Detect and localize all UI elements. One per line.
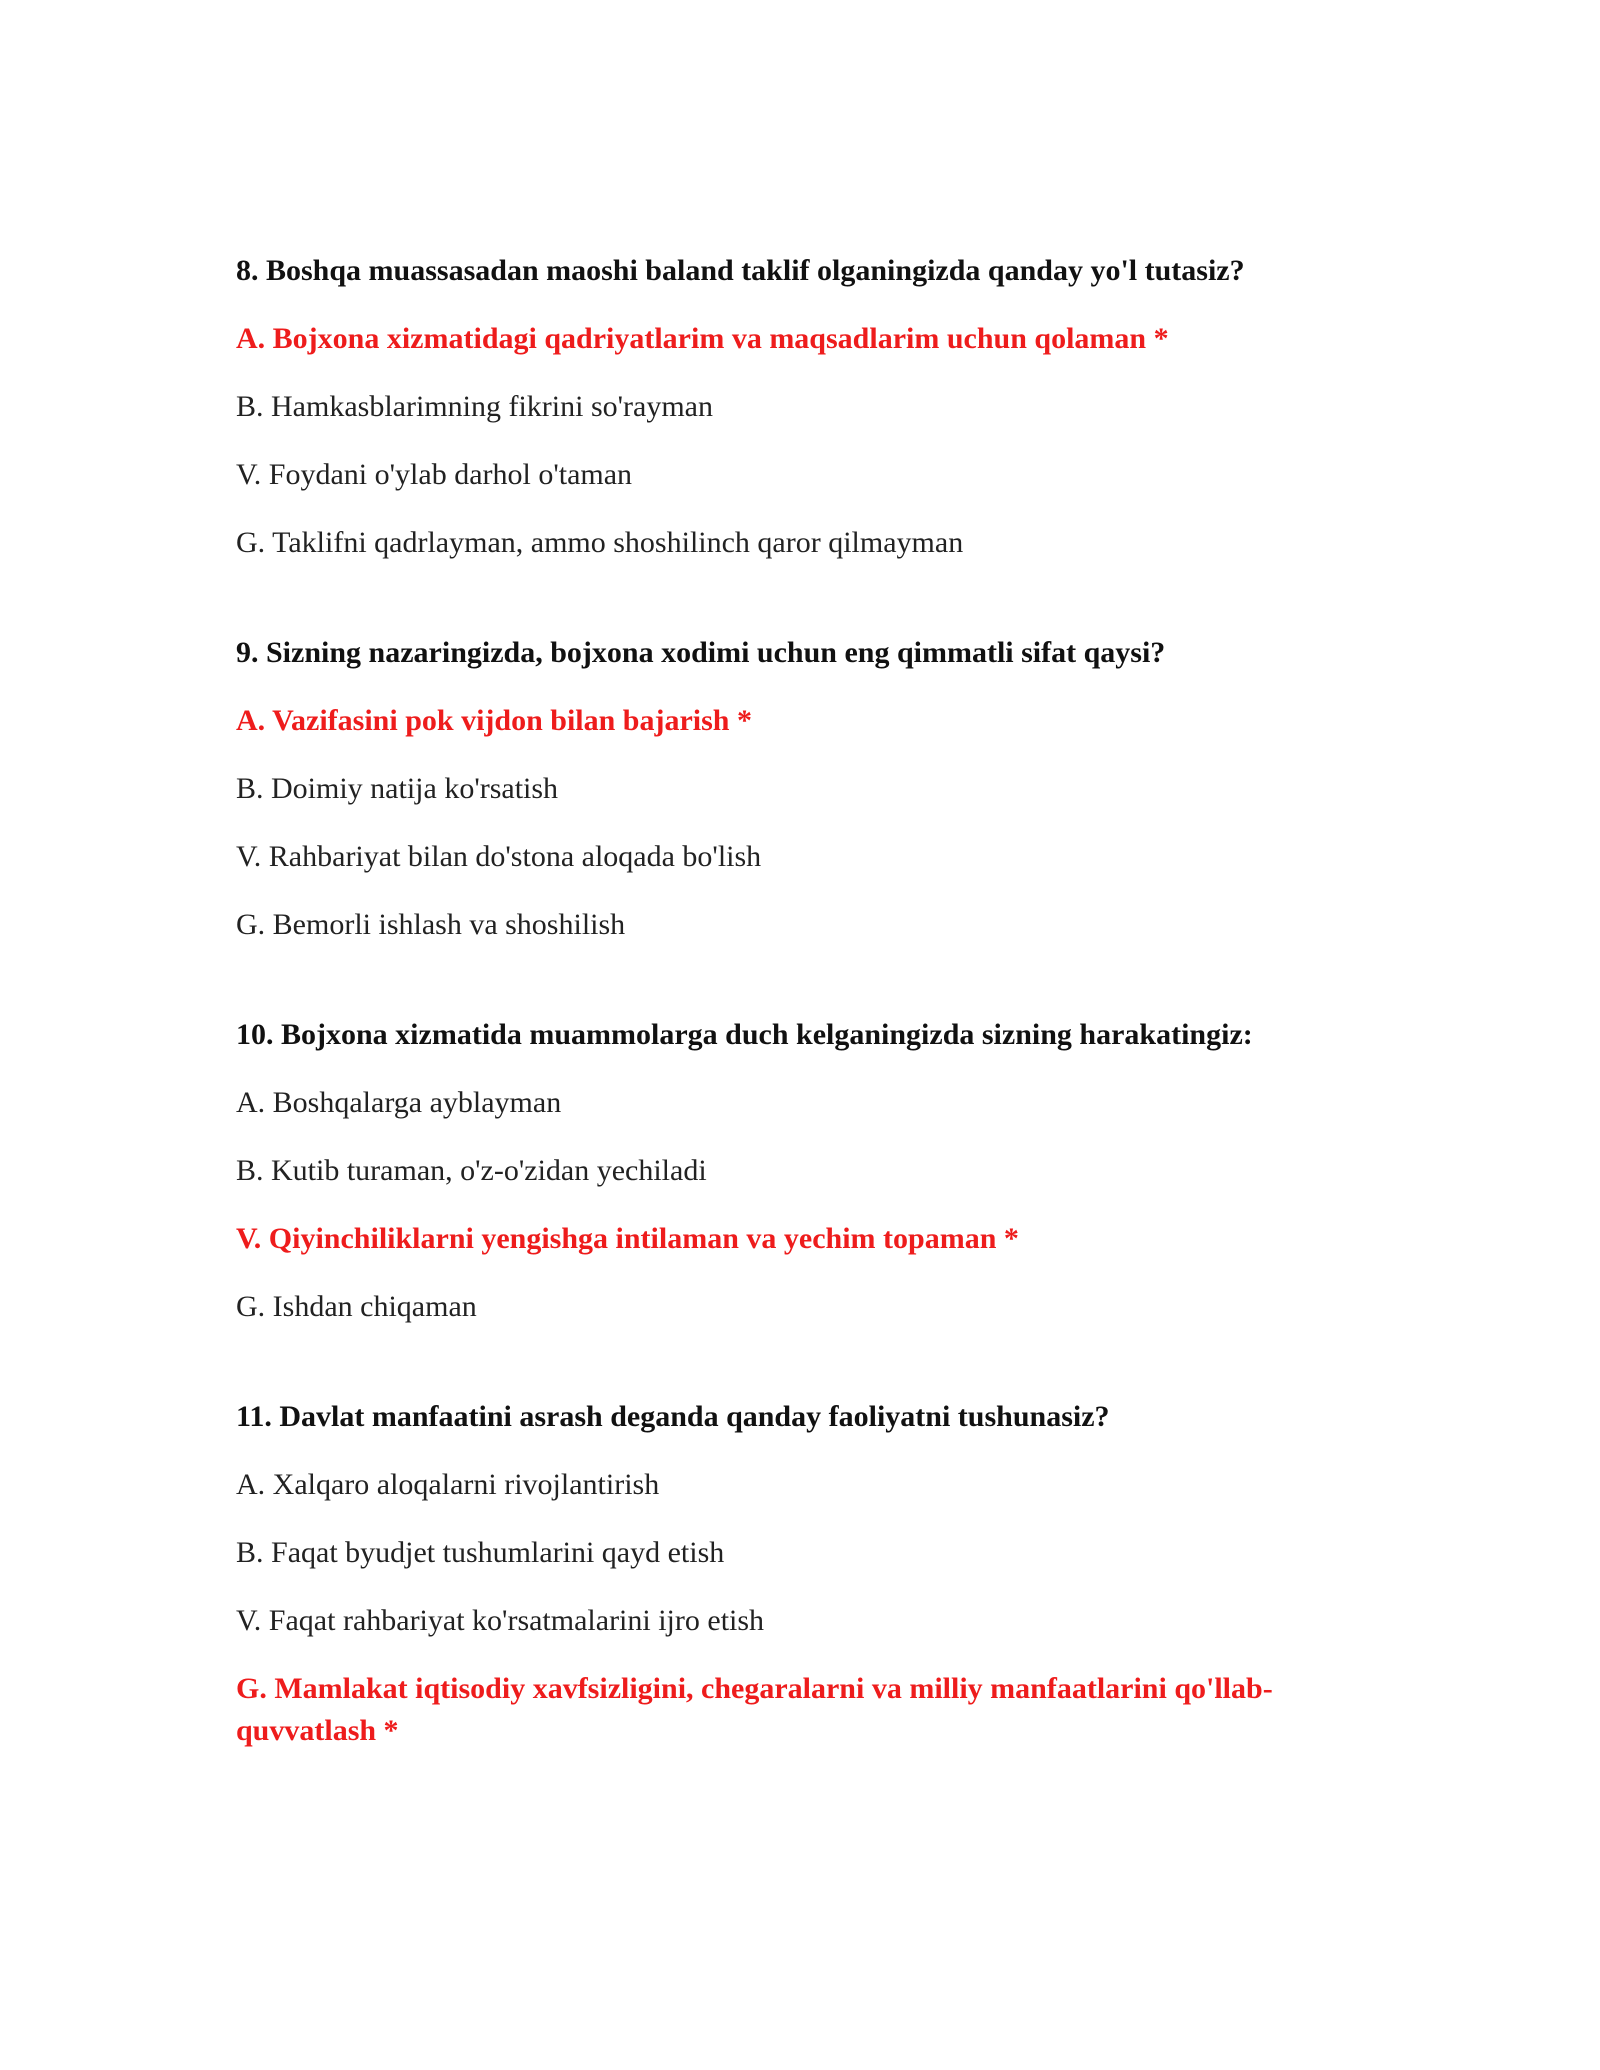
question-text: 11. Davlat manfaatini asrash deganda qanday faoliyatni tushunasiz? bbox=[236, 1400, 1110, 1433]
answer-option-correct: A. Bojxona xizmatidagi qadriyatlarim va maqsadlarim uchun qolaman * bbox=[236, 322, 1169, 355]
answer-option-correct: G. Mamlakat iqtisodiy xavfsizligini, chegaralarni va milliy manfaatlarini qo'llab-quvvatlash * bbox=[236, 1672, 1273, 1747]
question-block-11 bbox=[236, 1396, 1366, 1752]
answer-option: G. Taklifni qadrlayman, ammo shoshilinch qaror qilmayman bbox=[236, 526, 964, 559]
question-block-8 bbox=[236, 250, 1366, 564]
answer-option: G. Ishdan chiqaman bbox=[236, 1290, 477, 1323]
question-text: 8. Boshqa muassasadan maoshi baland taklif olganingizda qanday yo'l tutasiz? bbox=[236, 254, 1245, 287]
answer-option-correct: V. Qiyinchiliklarni yengishga intilaman va yechim topaman * bbox=[236, 1222, 1019, 1255]
answer-option: A. Xalqaro aloqalarni rivojlantirish bbox=[236, 1468, 660, 1501]
answer-option: B. Kutib turaman, o'z-o'zidan yechiladi bbox=[236, 1154, 707, 1187]
question-block-10 bbox=[236, 1014, 1366, 1328]
answer-option: G. Bemorli ishlash va shoshilish bbox=[236, 908, 626, 941]
answer-option: B. Faqat byudjet tushumlarini qayd etish bbox=[236, 1536, 725, 1569]
question-text: 10. Bojxona xizmatida muammolarga duch kelganingizda sizning harakatingiz: bbox=[236, 1018, 1253, 1051]
question-block-9 bbox=[236, 632, 1366, 946]
answer-option: V. Faqat rahbariyat ko'rsatmalarini ijro etish bbox=[236, 1604, 765, 1637]
quiz-content bbox=[236, 250, 1366, 1820]
question-text: 9. Sizning nazaringizda, bojxona xodimi uchun eng qimmatli sifat qaysi? bbox=[236, 636, 1166, 669]
answer-option: A. Boshqalarga ayblayman bbox=[236, 1086, 562, 1119]
answer-option: V. Rahbariyat bilan do'stona aloqada bo'lish bbox=[236, 840, 762, 873]
answer-option-correct: A. Vazifasini pok vijdon bilan bajarish * bbox=[236, 704, 752, 737]
answer-option: B. Hamkasblarimning fikrini so'rayman bbox=[236, 390, 713, 423]
answer-option: V. Foydani o'ylab darhol o'taman bbox=[236, 458, 633, 491]
answer-option: B. Doimiy natija ko'rsatish bbox=[236, 772, 559, 805]
